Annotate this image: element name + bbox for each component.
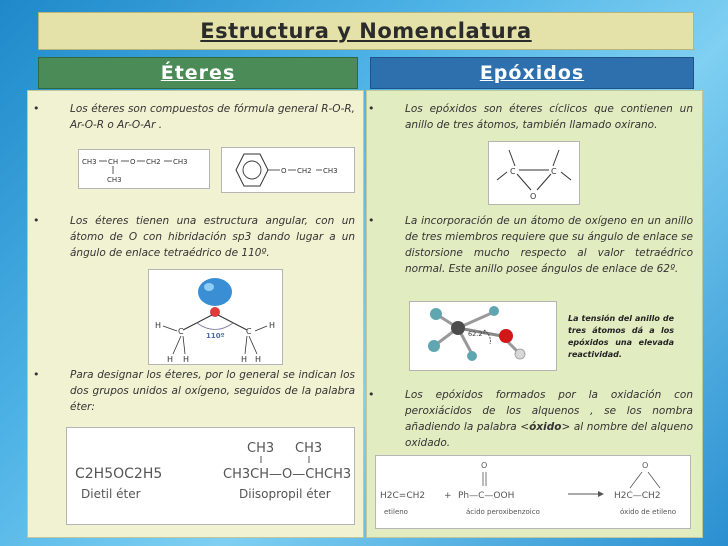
title-bar (38, 12, 694, 50)
oxirane-c1: C (510, 167, 516, 176)
ether-chain-figure (78, 149, 210, 189)
ethers-bullet-1-text: Los éteres son compuestos de fórmula general R-O-R, Ar-O-R o Ar-O-Ar . (70, 103, 355, 131)
anisole-ch2: CH2 (297, 167, 312, 175)
reagent-o: O (481, 461, 488, 470)
atom-h-6: H (255, 355, 262, 364)
epoxides-bullet-2-text: La incorporación de un átomo de oxígeno en un anillo de tres miembros requiere que su ángulo de enlace se distorsione mucho respecto al valor tetraédrico normal. Este anillo posee ángulos de enlace de 62º. (405, 215, 693, 275)
epoxides-header (370, 57, 694, 89)
bullet-dot: • (33, 368, 40, 381)
bullet-3-pre: Los epóxidos formados por la oxidación con peroxiácidos de los alquenos , se los nombra añadiendo la palabra < (405, 389, 693, 433)
ether-naming-svg (67, 428, 354, 524)
epoxide-angle-label: 62.2° (468, 330, 486, 338)
chain-ch3-c: CH3 (173, 158, 188, 166)
reagent-name: ácido peroxibenzoico (466, 508, 540, 516)
oxirane-figure (488, 141, 580, 205)
epoxidation-reaction-figure (375, 455, 691, 529)
epoxides-bullet-2 (368, 213, 693, 277)
reactant-formula: H2C=CH2 (380, 491, 426, 501)
ether-chain-svg (79, 150, 209, 188)
ether-naming-figure (66, 427, 355, 525)
epoxides-bullet-1 (368, 101, 693, 133)
bullet-dot: • (33, 214, 40, 227)
anisole-svg (222, 148, 354, 192)
epoxides-bullet-3-text (405, 387, 693, 451)
isopropyl-name: Diisopropil éter (239, 487, 331, 501)
page-title: Estructura y Nomenclatura (200, 19, 532, 43)
product-o: O (642, 461, 649, 470)
atom-c-right: C (246, 327, 252, 336)
chain-o: O (130, 158, 136, 166)
oxirane-svg (489, 142, 579, 204)
anisole-figure (221, 147, 355, 193)
atom-c-left: C (178, 327, 184, 336)
ether-geometry-svg (149, 270, 282, 364)
reagent-formula: Ph—C—OOH (458, 491, 515, 501)
anisole-ch3: CH3 (323, 167, 338, 175)
product-formula: H2C—CH2 (614, 491, 661, 501)
bullet-dot: • (368, 214, 375, 227)
ethers-header-label: Éteres (160, 62, 236, 84)
ethers-bullet-3 (33, 367, 355, 415)
bullet-dot: • (368, 388, 375, 401)
anisole-o: O (281, 167, 287, 175)
ethers-header (38, 57, 358, 89)
ethers-bullet-2 (33, 213, 355, 261)
epoxides-header-label: Epóxidos (479, 62, 585, 84)
ether-angle-label: 110º (206, 332, 225, 340)
chain-ch2: CH2 (146, 158, 161, 166)
ethers-bullet-2-text: Los éteres tienen una estructura angular, con un átomo de O con hibridación sp3 dando lugar a un ángulo de enlace tetraédrico de 110º. (70, 215, 355, 259)
bullet-dot: • (33, 102, 40, 115)
epoxides-bullet-3 (368, 387, 693, 451)
chain-ch3-d: CH3 (107, 176, 122, 184)
atom-h-3: H (183, 355, 190, 364)
epoxide-model-svg (410, 302, 556, 370)
isopropyl-formula: CH3CH—O—CHCH3 (223, 467, 352, 482)
chain-ch3-a: CH3 (82, 158, 97, 166)
ring-strain-note: La tensión del anillo de tres átomos dá a los epóxidos una elevada reactividad. (568, 314, 674, 359)
epoxides-panel (366, 90, 703, 538)
ethers-bullet-1 (33, 101, 355, 133)
ether-geometry-figure (148, 269, 283, 365)
epoxidation-reaction-svg (376, 456, 690, 528)
chain-ch: CH (108, 158, 119, 166)
diethyl-name: Dietil éter (81, 487, 141, 501)
isopropyl-ch3-1: CH3 (247, 441, 275, 456)
epoxides-bullet-1-text: Los epóxidos son éteres cíclicos que contienen un anillo de tres átomos, también llamado oxirano. (405, 103, 693, 131)
atom-h-5: H (241, 355, 248, 364)
plus-sign: + (444, 491, 452, 501)
atom-h-1: H (155, 321, 162, 330)
reactant-name: etileno (384, 508, 408, 516)
ethers-bullet-3-text: Para designar los éteres, por lo general se indican los dos grupos unidos al oxígeno, seguidos de la palabra éter: (70, 369, 355, 413)
product-name: óxido de etileno (620, 508, 677, 516)
bullet-dot: • (368, 102, 375, 115)
bullet-3-post: > al nombre del alqueno oxidado. (405, 421, 693, 449)
epoxide-model-figure (409, 301, 557, 371)
diethyl-formula: C2H5OC2H5 (75, 466, 163, 482)
atom-h-4: H (269, 321, 276, 330)
atom-h-2: H (167, 355, 174, 364)
isopropyl-ch3-2: CH3 (295, 441, 323, 456)
oxirane-o: O (530, 192, 537, 201)
ethers-panel (27, 90, 364, 538)
oxide-word: óxido (529, 421, 562, 433)
oxirane-c2: C (551, 167, 557, 176)
